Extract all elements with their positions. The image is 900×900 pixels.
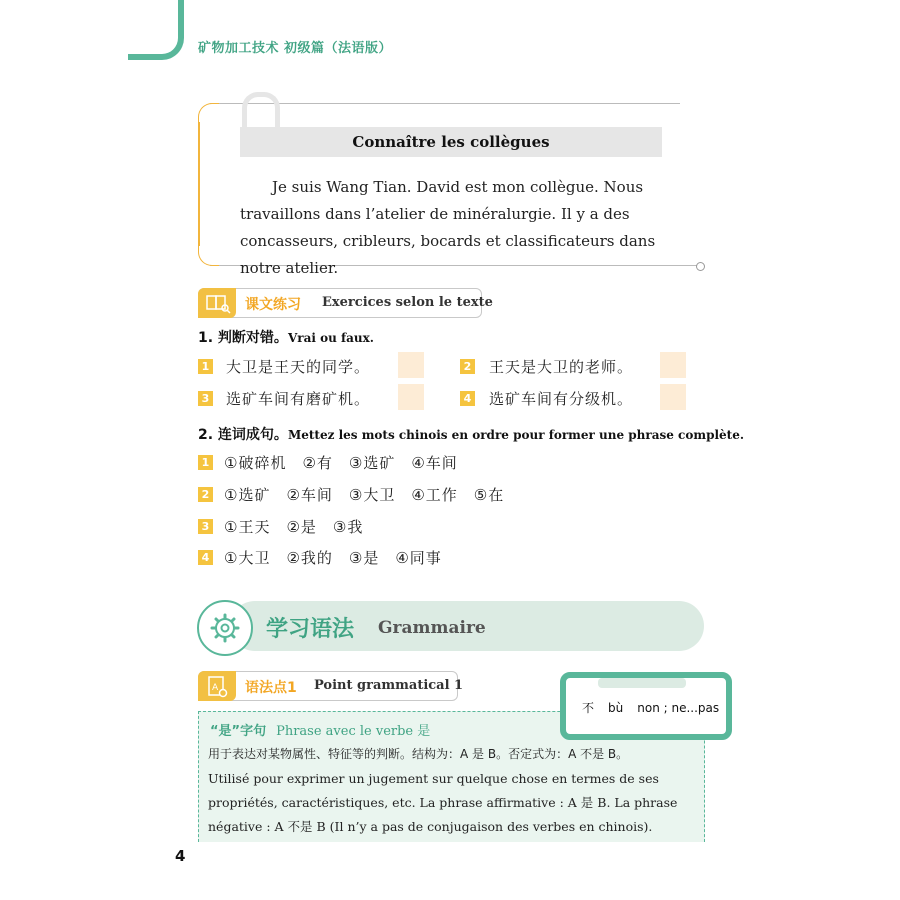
reading-title: Connaître les collègues <box>240 127 662 157</box>
item-number: 3 <box>198 519 213 534</box>
reading-text: Je suis Wang Tian. David est mon collègue. Nous travaillons dans l’atelier de minéralurgie. Il y a des concasseurs, cribleurs, bocards et classificateurs dans notre atelier. <box>240 178 656 277</box>
grammar-desc-fr: Utilisé pour exprimer un jugement sur quelque chose en termes de ses propriétés, caractéristiques, etc. La phrase affirmative : A 是 B. La phrase négative : A 不是 B (Il n’y a pas de conjugaison des verbes en chinois). <box>208 771 678 834</box>
list-item: ①选矿 ②车间 ③大卫 ④工作 ⑤在 <box>224 486 505 504</box>
text-box-top-line <box>210 103 680 104</box>
grammar-box-title <box>210 720 430 739</box>
page-number: 4 <box>175 847 186 865</box>
vocab-meaning: non ; ne...pas <box>637 701 720 715</box>
item-number: 1 <box>198 455 213 470</box>
vocab-pinyin: bù <box>608 701 624 715</box>
list-item: ①破碎机 ②有 ③选矿 ④车间 <box>224 454 458 472</box>
grammar-box-title-fr: Phrase avec le verbe 是 <box>276 724 431 739</box>
text-box-left-border <box>198 122 200 246</box>
item-number: 2 <box>198 487 213 502</box>
list-item: 大卫是王天的同学。 <box>226 358 371 376</box>
header-corner-decoration <box>128 0 184 60</box>
book-icon <box>198 288 236 318</box>
question-1-title <box>198 327 374 347</box>
book-title: 矿物加工技术 初级篇（法语版） <box>198 41 393 56</box>
question-2-title-cn: 2. 连词成句。 <box>198 427 288 443</box>
question-2-title-fr: Mettez les mots chinois en ordre pour former une phrase complète. <box>287 428 745 442</box>
item-number: 4 <box>198 550 213 565</box>
text-box-end-dot <box>696 262 705 271</box>
grammar-point-fr: Point grammatical 1 <box>314 678 464 693</box>
list-item: ①大卫 ②我的 ③是 ④同事 <box>224 549 442 567</box>
item-number: 2 <box>460 359 475 374</box>
vocab-char: 不 <box>582 701 595 715</box>
grammar-point-cn: 语法点1 <box>245 680 297 696</box>
svg-text:A: A <box>212 683 219 693</box>
gear-icon <box>197 600 253 656</box>
text-box-corner <box>198 103 219 124</box>
hook-decoration <box>242 92 280 131</box>
text-box-corner <box>198 245 219 266</box>
grammar-desc-cn: 用于表达对某物属性、特征等的判断。结构为：A 是 B。否定式为：A 不是 B。 <box>208 747 629 761</box>
list-item: 王天是大卫的老师。 <box>489 358 634 376</box>
question-1-title-fr: Vrai ou faux. <box>287 331 374 345</box>
vocab-note-text <box>582 699 733 716</box>
question-2-title <box>198 424 744 444</box>
exercise-header-cn: 课文练习 <box>245 297 301 313</box>
answer-box[interactable] <box>398 352 424 378</box>
grammar-title-fr: Grammaire <box>378 618 486 638</box>
item-number: 4 <box>460 391 475 406</box>
answer-box[interactable] <box>660 384 686 410</box>
vocab-note-tab <box>598 678 686 688</box>
answer-box[interactable] <box>660 352 686 378</box>
exercise-header-fr: Exercices selon le texte <box>322 295 493 310</box>
list-item: 选矿车间有磨矿机。 <box>226 390 371 408</box>
question-1-title-cn: 1. 判断对错。 <box>198 330 288 346</box>
grammar-doc-icon <box>198 671 236 701</box>
item-number: 3 <box>198 391 213 406</box>
list-item: 选矿车间有分级机。 <box>489 390 634 408</box>
grammar-title-cn: 学习语法 <box>266 617 355 642</box>
grammar-box-title-cn: “是”字句 <box>210 724 267 739</box>
item-number: 1 <box>198 359 213 374</box>
list-item: ①王天 ②是 ③我 <box>224 518 364 536</box>
answer-box[interactable] <box>398 384 424 410</box>
